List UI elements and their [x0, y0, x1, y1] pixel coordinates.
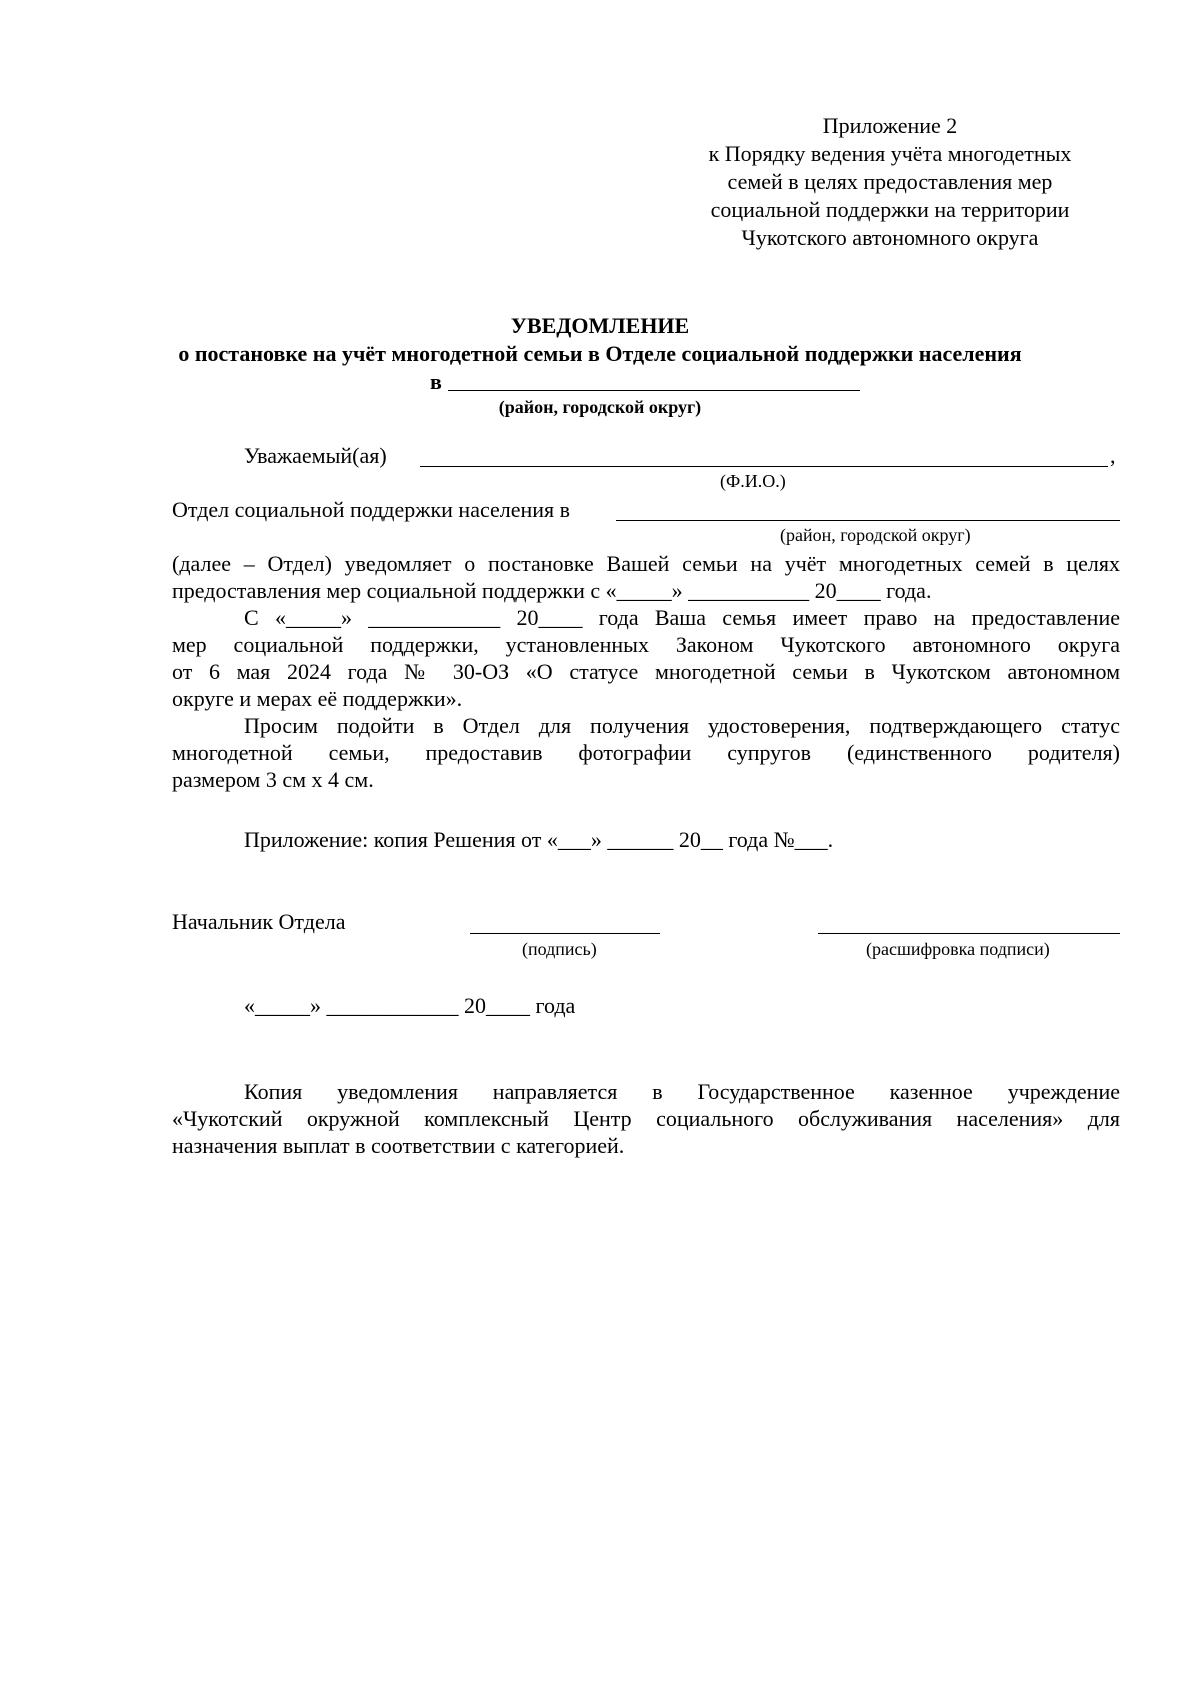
- p3-line-2: многодетной семьи, предоставив фотографии супругов (единственного родителя): [172, 740, 1120, 765]
- p2-line-4: округе и мерах её поддержки».: [172, 686, 463, 711]
- footer-line-2: «Чукотский окружной комплексный Центр социального обслуживания населения» для: [172, 1106, 1120, 1131]
- fio-fill-line: [420, 466, 1108, 467]
- title-prefix-line: [430, 368, 442, 396]
- department-caption: (район, городской округ): [780, 525, 971, 545]
- title-prefix: в: [430, 369, 442, 394]
- fio-caption: (Ф.И.О.): [720, 471, 786, 491]
- district-fill-line: [448, 390, 860, 391]
- p2-line-3: от 6 мая 2024 года № 30-ОЗ «О статусе многодетной семьи в Чукотском автономном: [172, 659, 1120, 684]
- footer-paragraph: [172, 1078, 1120, 1159]
- appendix-line-5: Чукотского автономного округа: [741, 225, 1039, 250]
- p1-line-2: предоставления мер социальной поддержки с «_____» ___________ 20____ года.: [172, 578, 932, 603]
- p1-line-1: (далее – Отдел) уведомляет о постановке Вашей семьи на учёт многодетных семей в целях: [172, 551, 1120, 576]
- greeting-comma: ,: [1110, 443, 1116, 468]
- department-label: Отдел социальной поддержки населения в: [172, 497, 571, 522]
- p3-line-3: размером 3 см х 4 см.: [172, 767, 374, 792]
- p2-line-1: С «_____» ____________ 20____ года Ваша семья имеет право на предоставление: [244, 605, 1120, 630]
- greeting-label: Уважаемый(ая): [244, 443, 387, 468]
- footer-line-1: Копия уведомления направляется в Государственное казенное учреждение: [244, 1079, 1120, 1104]
- signature-fill-line: [470, 933, 660, 934]
- document-subtitle: о постановке на учёт многодетной семьи в Отделе социальной поддержки населения: [178, 341, 1022, 366]
- appendix-line-4: социальной поддержки на территории: [710, 197, 1070, 222]
- p2-line-2: мер социальной поддержки, установленных Законом Чукотского автономного округа: [172, 632, 1120, 657]
- p3-line-1: Просим подойти в Отдел для получения удостоверения, подтверждающего статус: [244, 713, 1120, 738]
- department-fill-line: [616, 520, 1120, 521]
- body-paragraph-2: [172, 604, 1120, 712]
- signature-decode-caption: (расшифровка подписи): [866, 939, 1050, 959]
- appendix-line-3: семей в целях предоставления мер: [727, 169, 1053, 194]
- signature-caption: (подпись): [522, 939, 597, 959]
- appendix-line-2: к Порядку ведения учёта многодетных: [708, 141, 1072, 166]
- appendix-block: [660, 112, 1120, 252]
- date-line: «_____» ____________ 20____ года: [244, 993, 576, 1018]
- attachment-line: Приложение: копия Решения от «___» ______ 20__ года №___.: [244, 827, 834, 852]
- appendix-line-1: Приложение 2: [822, 113, 958, 138]
- signature-decode-fill-line: [818, 933, 1120, 934]
- footer-line-3: назначения выплат в соответствии с категорией.: [172, 1133, 625, 1158]
- document-title: УВЕДОМЛЕНИЕ: [510, 313, 690, 338]
- signature-position: Начальник Отдела: [172, 909, 346, 934]
- district-caption: (район, городской округ): [498, 397, 702, 417]
- body-paragraph-3: [172, 712, 1120, 793]
- body-paragraph-1: [172, 550, 1120, 604]
